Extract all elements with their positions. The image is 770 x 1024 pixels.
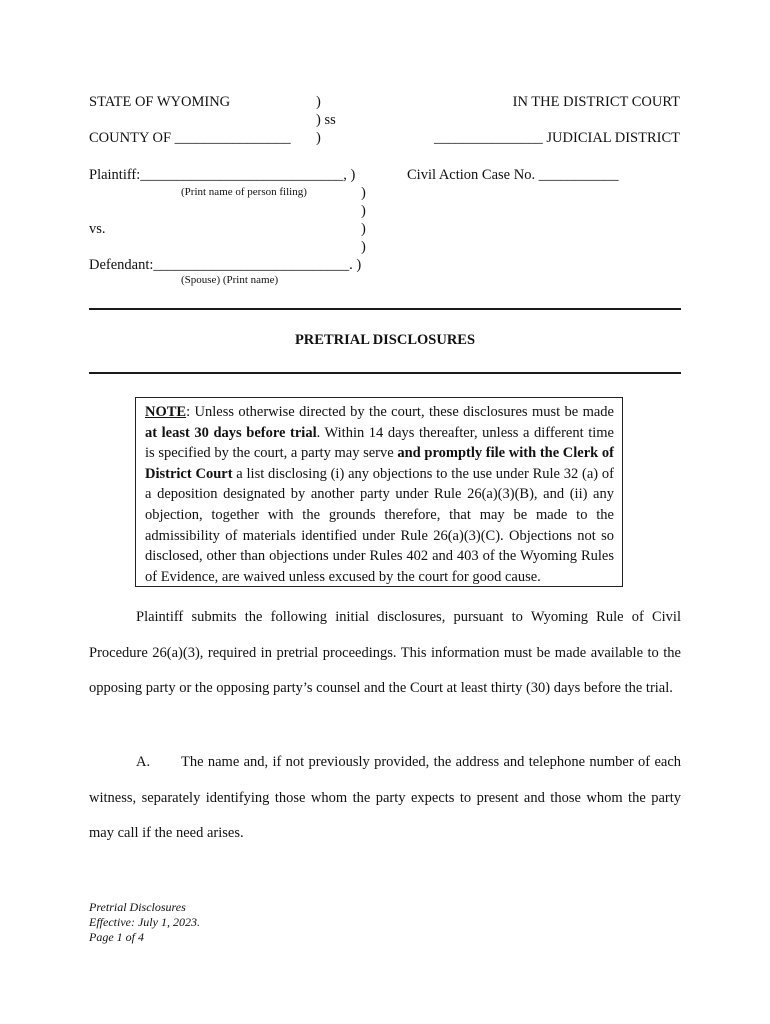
top-divider	[89, 308, 681, 310]
caption-bracket: )	[361, 239, 366, 255]
page-footer	[89, 900, 200, 945]
case-number-field: Civil Action Case No. ___________	[407, 167, 619, 183]
caption-bracket-ss: ) ss	[316, 112, 336, 128]
item-a-label: A.	[136, 754, 151, 770]
judicial-district-field: _______________ JUDICIAL DISTRICT	[434, 130, 680, 146]
county-field: COUNTY OF ________________	[89, 130, 291, 146]
note-text: a list disclosing (i) any objections to the use under Rule 32 (a) of a deposition designated by another party under Rule 26(a)(3)(B), and (ii) any objection, together with the grounds therefore, that may be made to the admissibility of materials identified under Rule 26(a)(3)(C). Objections not so disclosed, other than objections under Rules 402 and 403 of the Wyoming Rules of Evidence, are waived unless excused by the court for good cause.	[145, 465, 614, 585]
caption-bracket: )	[316, 94, 321, 110]
state-label: STATE OF WYOMING	[89, 94, 231, 110]
caption-bracket: )	[361, 221, 366, 237]
plaintiff-hint: (Print name of person filing)	[181, 186, 307, 198]
caption-bracket: )	[316, 130, 321, 146]
versus-label: vs.	[89, 221, 106, 237]
footer-page-number: Page 1 of 4	[89, 930, 144, 944]
caption-bracket: )	[361, 203, 366, 219]
note-box	[135, 397, 623, 587]
plaintiff-field: Plaintiff:____________________________, )	[89, 167, 356, 183]
item-a-paragraph	[89, 745, 681, 852]
footer-title: Pretrial Disclosures	[89, 900, 186, 914]
footer-effective-date: Effective: July 1, 2023.	[89, 915, 200, 929]
defendant-hint: (Spouse) (Print name)	[181, 274, 279, 286]
court-label: IN THE DISTRICT COURT	[512, 94, 680, 110]
item-a-text: The name and, if not previously provided, the address and telephone number of each witness, separately identifying those whom the party expects to present and those whom the party may call if the need arises.	[89, 754, 681, 841]
document-title: PRETRIAL DISCLOSURES	[294, 332, 476, 348]
note-text: : Unless otherwise directed by the court, these disclosures must be made	[186, 404, 614, 420]
defendant-field: Defendant:___________________________. )	[89, 257, 362, 273]
bottom-divider	[89, 372, 681, 374]
caption-bracket: )	[361, 185, 366, 201]
note-label: NOTE	[145, 404, 187, 420]
intro-paragraph: Plaintiff submits the following initial disclosures, pursuant to Wyoming Rule of Civil Procedure 26(a)(3), required in pretrial proceedings. This information must be made available to the opposing party or the opposing party’s counsel and the Court at least thirty (30) days before the trial.	[89, 609, 681, 696]
note-emphasis: at least 30 days before trial	[145, 424, 317, 441]
note-text: . Within 14 days thereafter, unless a different time is specified by the court, a party may serve	[145, 424, 614, 462]
note-emphasis: and promptly file with the Clerk of District Court	[145, 445, 614, 482]
